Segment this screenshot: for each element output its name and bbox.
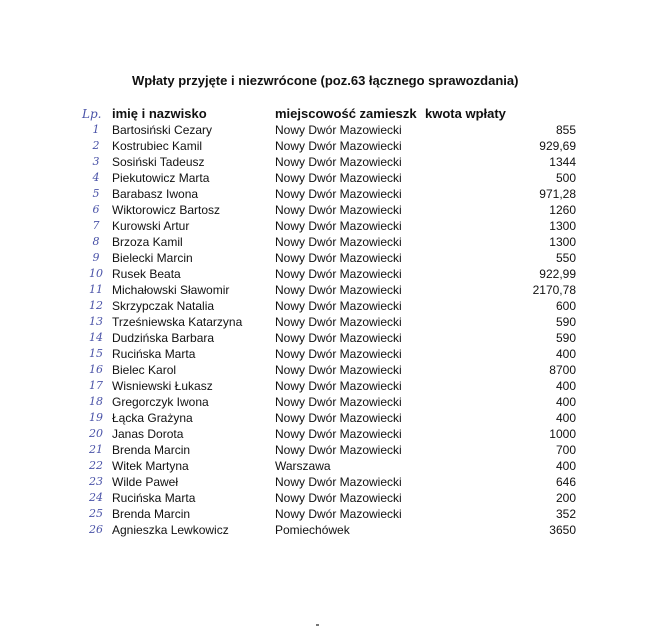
- row-place: Pomiechówek: [275, 523, 350, 537]
- row-place: Nowy Dwór Mazowiecki: [275, 491, 402, 505]
- header-name: imię i nazwisko: [112, 106, 207, 121]
- table-row: [0, 122, 659, 138]
- row-name: Wisniewski Łukasz: [112, 379, 213, 393]
- row-amount: 400: [555, 379, 576, 393]
- row-number-handwritten: 12: [89, 299, 103, 312]
- row-amount: 400: [555, 411, 576, 425]
- row-amount: 700: [555, 443, 576, 457]
- row-amount: 200: [555, 491, 576, 505]
- table-row: [0, 442, 659, 458]
- table-row: [0, 202, 659, 218]
- row-place: Nowy Dwór Mazowiecki: [275, 347, 402, 361]
- row-place: Nowy Dwór Mazowiecki: [275, 171, 402, 185]
- row-amount: 855: [555, 123, 576, 137]
- row-number-handwritten: 13: [89, 315, 103, 328]
- row-name: Rucińska Marta: [112, 347, 196, 361]
- row-number-handwritten: 22: [89, 459, 103, 472]
- table-row: [0, 410, 659, 426]
- table-row: [0, 506, 659, 522]
- row-number-handwritten: 1: [92, 123, 100, 136]
- row-amount: 971,28: [539, 187, 576, 201]
- row-number-handwritten: 17: [89, 379, 103, 392]
- row-number-handwritten: 2: [92, 139, 100, 152]
- row-name: Piekutowicz Marta: [112, 171, 210, 185]
- row-number-handwritten: 24: [89, 491, 103, 504]
- header-lp-handwritten: Lp.: [82, 107, 102, 121]
- row-place: Nowy Dwór Mazowiecki: [275, 155, 402, 169]
- row-place: Nowy Dwór Mazowiecki: [275, 267, 402, 281]
- row-amount: 1260: [549, 203, 576, 217]
- row-amount: 8700: [549, 363, 576, 377]
- row-place: Nowy Dwór Mazowiecki: [275, 363, 402, 377]
- row-place: Nowy Dwór Mazowiecki: [275, 123, 402, 137]
- row-amount: 500: [555, 171, 576, 185]
- row-name: Gregorczyk Iwona: [112, 395, 209, 409]
- row-place: Nowy Dwór Mazowiecki: [275, 219, 402, 233]
- row-place: Nowy Dwór Mazowiecki: [275, 379, 402, 393]
- table-row: [0, 138, 659, 154]
- row-amount: 929,69: [539, 139, 576, 153]
- table-row: [0, 250, 659, 266]
- row-name: Kurowski Artur: [112, 219, 190, 233]
- row-place: Nowy Dwór Mazowiecki: [275, 203, 402, 217]
- table-row: [0, 298, 659, 314]
- row-amount: 1344: [549, 155, 576, 169]
- row-name: Bielecki Marcin: [112, 251, 193, 265]
- row-name: Brenda Marcin: [112, 507, 191, 521]
- row-name: Agnieszka Lewkowicz: [112, 523, 229, 537]
- row-number-handwritten: 10: [89, 267, 103, 280]
- row-amount: 352: [555, 507, 576, 521]
- table-row: [0, 218, 659, 234]
- table-row: [0, 330, 659, 346]
- row-name: Brenda Marcin: [112, 443, 191, 457]
- table-row: [0, 426, 659, 442]
- row-place: Nowy Dwór Mazowiecki: [275, 443, 402, 457]
- row-place: Nowy Dwór Mazowiecki: [275, 251, 402, 265]
- row-name: Brzoza Kamil: [112, 235, 183, 249]
- row-place: Nowy Dwór Mazowiecki: [275, 331, 402, 345]
- row-place: Nowy Dwór Mazowiecki: [275, 139, 402, 153]
- table-row: [0, 522, 659, 538]
- row-name: Sosiński Tadeusz: [112, 155, 205, 169]
- row-place: Nowy Dwór Mazowiecki: [275, 507, 402, 521]
- row-number-handwritten: 21: [89, 443, 103, 456]
- document-title: Wpłaty przyjęte i niezwrócone (poz.63 łącznego sprawozdania): [132, 73, 519, 88]
- row-number-handwritten: 18: [89, 395, 103, 408]
- table-row: [0, 266, 659, 282]
- row-amount: 1300: [549, 219, 576, 233]
- row-amount: 600: [555, 299, 576, 313]
- row-amount: 1300: [549, 235, 576, 249]
- row-place: Nowy Dwór Mazowiecki: [275, 427, 402, 441]
- row-name: Barabasz Iwona: [112, 187, 199, 201]
- row-number-handwritten: 19: [89, 411, 103, 424]
- row-amount: 646: [555, 475, 576, 489]
- row-place: Nowy Dwór Mazowiecki: [275, 283, 402, 297]
- row-name: Bartosiński Cezary: [112, 123, 213, 137]
- row-name: Wiktorowicz Bartosz: [112, 203, 221, 217]
- table-row: [0, 186, 659, 202]
- payments-table-body: [0, 122, 659, 538]
- row-place: Nowy Dwór Mazowiecki: [275, 187, 402, 201]
- row-number-handwritten: 25: [89, 507, 103, 520]
- row-amount: 400: [555, 347, 576, 361]
- row-number-handwritten: 7: [92, 219, 100, 232]
- row-number-handwritten: 14: [89, 331, 103, 344]
- scan-speck: [316, 624, 319, 626]
- table-row: [0, 458, 659, 474]
- table-row: [0, 154, 659, 170]
- table-row: [0, 170, 659, 186]
- row-place: Nowy Dwór Mazowiecki: [275, 299, 402, 313]
- row-place: Nowy Dwór Mazowiecki: [275, 475, 402, 489]
- row-number-handwritten: 15: [89, 347, 103, 360]
- row-number-handwritten: 6: [92, 203, 100, 216]
- table-row: [0, 378, 659, 394]
- row-amount: 3650: [549, 523, 576, 537]
- row-place: Nowy Dwór Mazowiecki: [275, 315, 402, 329]
- row-name: Michałowski Sławomir: [112, 283, 230, 297]
- table-row: [0, 474, 659, 490]
- row-name: Dudzińska Barbara: [112, 331, 215, 345]
- row-amount: 590: [555, 315, 576, 329]
- row-name: Rusek Beata: [112, 267, 181, 281]
- header-amount: kwota wpłaty: [425, 106, 506, 121]
- row-number-handwritten: 11: [89, 283, 103, 296]
- row-number-handwritten: 3: [92, 155, 100, 168]
- row-number-handwritten: 16: [89, 363, 103, 376]
- row-name: Łącka Grażyna: [112, 411, 193, 425]
- row-number-handwritten: 8: [92, 235, 100, 248]
- row-name: Kostrubiec Kamil: [112, 139, 203, 153]
- table-row: [0, 282, 659, 298]
- row-number-handwritten: 9: [92, 251, 100, 264]
- row-name: Trześniewska Katarzyna: [112, 315, 243, 329]
- row-amount: 922,99: [539, 267, 576, 281]
- header-place: miejscowość zamieszk: [275, 106, 417, 121]
- row-name: Janas Dorota: [112, 427, 184, 441]
- row-amount: 1000: [549, 427, 576, 441]
- row-amount: 590: [555, 331, 576, 345]
- row-name: Skrzypczak Natalia: [112, 299, 215, 313]
- row-number-handwritten: 4: [92, 171, 100, 184]
- row-place: Nowy Dwór Mazowiecki: [275, 411, 402, 425]
- row-name: Witek Martyna: [112, 459, 189, 473]
- table-row: [0, 362, 659, 378]
- row-amount: 400: [555, 459, 576, 473]
- table-row: [0, 490, 659, 506]
- row-place: Nowy Dwór Mazowiecki: [275, 235, 402, 249]
- table-row: [0, 394, 659, 410]
- table-row: [0, 346, 659, 362]
- row-number-handwritten: 26: [89, 523, 103, 536]
- row-name: Wilde Paweł: [112, 475, 179, 489]
- row-name: Bielec Karol: [112, 363, 177, 377]
- row-number-handwritten: 23: [89, 475, 103, 488]
- table-row: [0, 314, 659, 330]
- row-amount: 550: [555, 251, 576, 265]
- table-row: [0, 234, 659, 250]
- row-amount: 400: [555, 395, 576, 409]
- row-name: Rucińska Marta: [112, 491, 196, 505]
- row-number-handwritten: 5: [92, 187, 100, 200]
- row-place: Warszawa: [275, 459, 331, 473]
- row-number-handwritten: 20: [89, 427, 103, 440]
- row-amount: 2170,78: [532, 283, 576, 297]
- row-place: Nowy Dwór Mazowiecki: [275, 395, 402, 409]
